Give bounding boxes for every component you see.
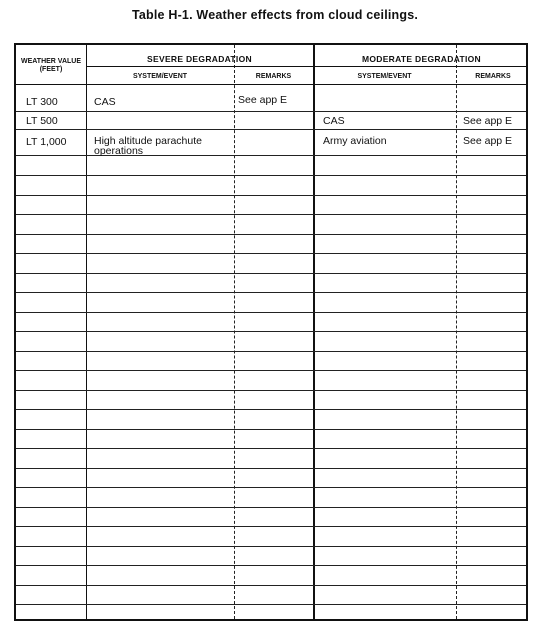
row-line (16, 273, 526, 274)
row-2-moderate-system: CAS (323, 115, 345, 127)
row-line (16, 487, 526, 488)
weather-effects-table (14, 43, 528, 621)
header-subdivider (86, 66, 526, 67)
row-line (16, 429, 526, 430)
row-line (16, 292, 526, 293)
row-line (16, 507, 526, 508)
header-severe-remarks: REMARKS (255, 73, 292, 80)
header-severe-degradation: SEVERE DEGRADATION (147, 54, 252, 64)
row-line (16, 175, 526, 176)
column-divider (456, 45, 457, 619)
row-line (16, 546, 526, 547)
row-line (16, 331, 526, 332)
row-line (16, 448, 526, 449)
row-line (16, 155, 526, 156)
row-line (16, 526, 526, 527)
row-line (16, 409, 526, 410)
row-line (16, 253, 526, 254)
column-divider (86, 45, 87, 619)
row-line (16, 111, 526, 112)
row-line (16, 390, 526, 391)
row-3-severe-system: High altitude parachute operations (94, 135, 202, 157)
header-bottom-border (16, 84, 526, 85)
row-line (16, 468, 526, 469)
row-line (16, 214, 526, 215)
row-line (16, 370, 526, 371)
row-line (16, 604, 526, 605)
header-moderate-system-event: SYSTEM/EVENT (357, 73, 412, 80)
column-divider (234, 45, 235, 619)
row-2-moderate-remarks: See app E (463, 115, 513, 127)
row-line (16, 312, 526, 313)
row-line (16, 565, 526, 566)
row-line (16, 129, 526, 130)
row-line (16, 195, 526, 196)
header-moderate-remarks: REMARKS (475, 73, 511, 80)
header-weather-value: WEATHER VALUE (FEET) (20, 58, 82, 73)
table-title: Table H-1. Weather effects from cloud ceilings. (131, 8, 419, 22)
row-1-severe-system: CAS (94, 96, 116, 108)
row-1-severe-remarks: See app E (238, 94, 288, 106)
row-line (16, 585, 526, 586)
column-divider (313, 45, 315, 619)
header-severe-system-event: SYSTEM/EVENT (132, 73, 188, 80)
row-1-weather-value: LT 300 (26, 96, 58, 108)
row-2-weather-value: LT 500 (26, 115, 58, 127)
row-3-weather-value: LT 1,000 (26, 136, 67, 148)
row-line (16, 234, 526, 235)
row-3-moderate-system: Army aviation (323, 135, 387, 147)
row-line (16, 351, 526, 352)
header-moderate-degradation: MODERATE DEGRADATION (361, 54, 481, 64)
row-3-moderate-remarks: See app E (463, 135, 513, 147)
